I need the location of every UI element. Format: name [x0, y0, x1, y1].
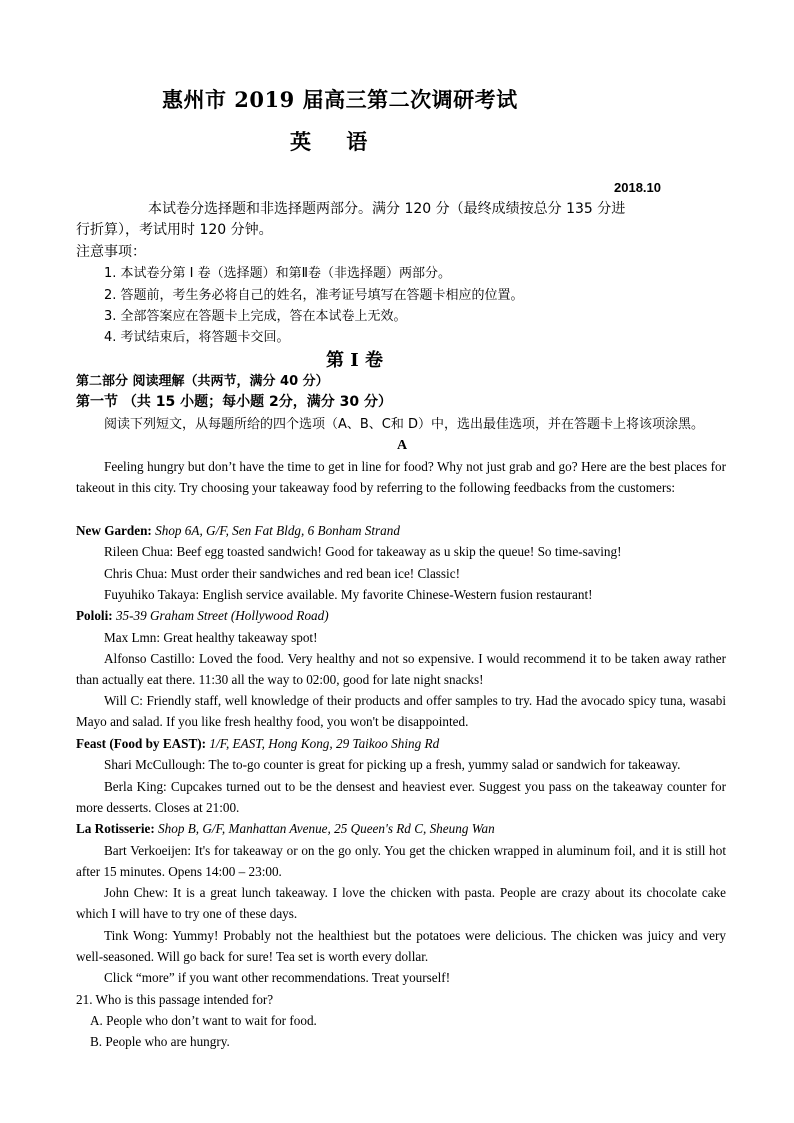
restaurant-name: Pololi: [76, 608, 113, 623]
passage-intro: Feeling hungry but don’t have the time to get in line for food? Why not just grab and go? Here are the best places for takeout in this city. Try choosing your takeaway food by referring to the following feedbacks from the customers: [76, 459, 726, 496]
intro-line-2: 行折算），考试用时 120 分钟。 [76, 222, 273, 238]
restaurant-address: Shop 6A, G/F, Sen Fat Bldg, 6 Bonham Strand [155, 523, 400, 538]
notes-item: 1. 本试卷分第 I 卷（选择题）和第Ⅱ卷（非选择题）两部分。 [104, 266, 452, 281]
restaurant-address: 1/F, EAST, Hong Kong, 29 Taikoo Shing Rd [209, 736, 440, 751]
review: Fuyuhiko Takaya: English service available. My favorite Chinese-Western fusion restaurant! [104, 587, 593, 602]
review: Chris Chua: Must order their sandwiches and red bean ice! Classic! [104, 566, 460, 581]
restaurant-heading [76, 818, 726, 839]
review: Berla King: Cupcakes turned out to be the densest and heaviest ever. Suggest you pass on the takeaway counter for more desserts. Closes at 21:00. [76, 779, 726, 816]
question-option: A. People who don’t want to wait for food. [90, 1013, 317, 1028]
review: Bart Verkoeijen: It's for takeaway or on the go only. You get the chicken wrapped in aluminum foil, and it is still hot after 15 minutes. Opens 14:00 – 23:00. [76, 843, 726, 880]
question-option: B. People who are hungry. [90, 1034, 230, 1049]
restaurant-address: Shop B, G/F, Manhattan Avenue, 25 Queen's Rd C, Sheung Wan [158, 821, 495, 836]
notes-heading: 注意事项： [76, 244, 146, 260]
restaurant-name: Feast (Food by EAST): [76, 736, 207, 751]
section-instruction: 阅读下列短文，从每题所给的四个选项（A、B、C和 D）中，选出最佳选项，并在答题卡上将该项涂黑。 [104, 417, 705, 432]
restaurant-heading [76, 605, 726, 626]
review: Tink Wong: Yummy! Probably not the healthiest but the potatoes were delicious. The chicken was juicy and very well-seasoned. Will go back for sure! Tea set is worth every dollar. [76, 928, 726, 965]
review: John Chew: It is a great lunch takeaway. I love the chicken with pasta. People are crazy about its chocolate cake which I will have to try one of these days. [76, 885, 726, 922]
restaurant-heading [76, 520, 726, 541]
restaurant-address: 35-39 Graham Street (Hollywood Road) [115, 608, 329, 623]
review: Shari McCullough: The to-go counter is great for picking up a fresh, yummy salad or sandwich for takeaway. [104, 757, 681, 772]
review: Rileen Chua: Beef egg toasted sandwich! Good for takeaway as u skip the queue! So time-saving! [104, 544, 622, 559]
section-title: 第一节 （共 15 小题；每小题 2分，满分 30 分） [76, 394, 392, 410]
exam-date: 2018.10 [614, 180, 661, 195]
exam-title: 惠州市 2019 届高三第二次调研考试 [162, 87, 518, 112]
review: Will C: Friendly staff, well knowledge of their products and offer samples to try. Had the avocado spicy tuna, wasabi Mayo and salad. If you like fresh healthy food, you won't be disappointed. [76, 693, 726, 730]
restaurant-name: New Garden: [76, 523, 152, 538]
notes-item: 4. 考试结束后，将答题卡交回。 [104, 330, 290, 345]
passage-closing: Click “more” if you want other recommendations. Treat yourself! [104, 970, 451, 985]
review: Max Lmn: Great healthy takeaway spot! [104, 630, 318, 645]
review: Alfonso Castillo: Loved the food. Very healthy and not so expensive. I would recommend it to be taken away rather than actually eat there. 11:30 all the way to 02:00, good for late night snacks! [76, 651, 726, 688]
restaurant-heading [76, 733, 726, 754]
notes-item: 2. 答题前，考生务必将自己的姓名，准考证号填写在答题卡相应的位置。 [104, 288, 524, 303]
passage-label: A [397, 438, 408, 453]
notes-item: 3. 全部答案应在答题卡上完成，答在本试卷上无效。 [104, 309, 407, 324]
intro-line-1: 本试卷分选择题和非选择题两部分。满分 120 分（最终成绩按总分 135 分进 [148, 201, 626, 217]
volume-heading: 第 I 卷 [326, 350, 383, 371]
part-title: 第二部分 阅读理解（共两节，满分 40 分） [76, 374, 329, 389]
restaurant-name: La Rotisserie: [76, 821, 155, 836]
question-stem: 21. Who is this passage intended for? [76, 992, 274, 1007]
subject-title: 英 语 [290, 129, 368, 154]
